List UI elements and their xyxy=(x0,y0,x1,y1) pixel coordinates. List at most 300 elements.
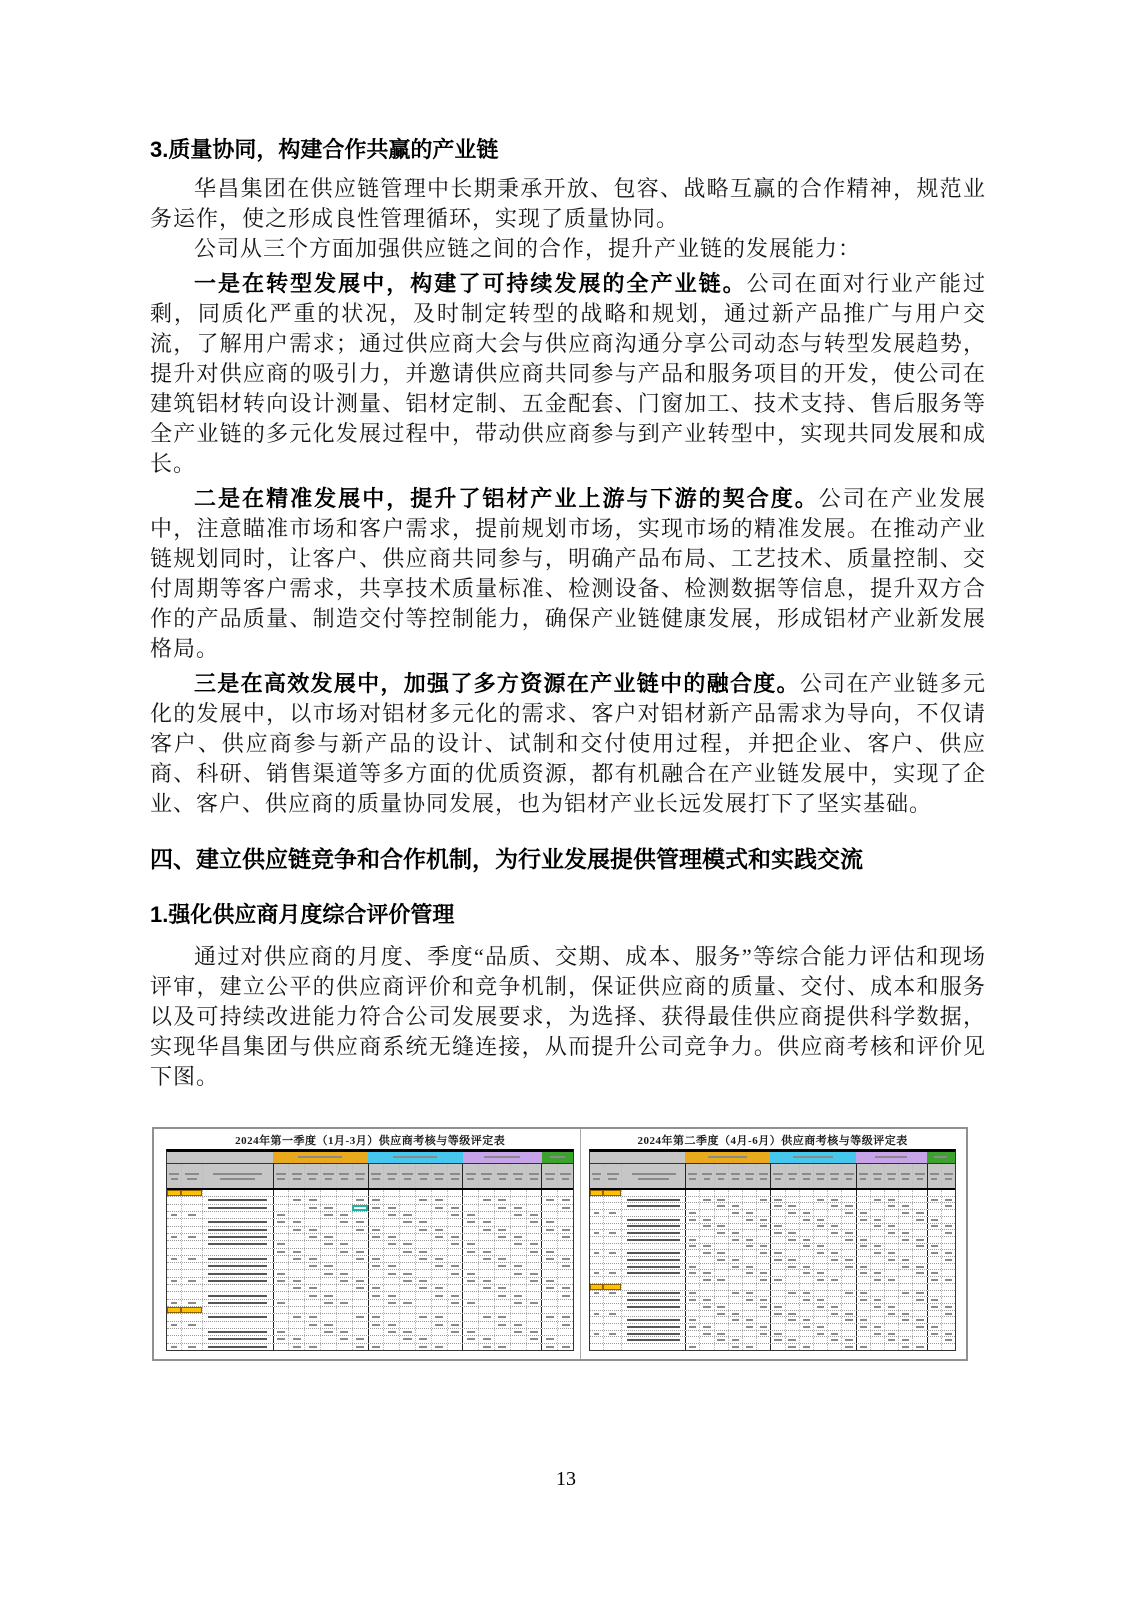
table-cell xyxy=(478,1344,494,1350)
table-cell xyxy=(383,1270,399,1276)
table-cell xyxy=(352,1205,368,1211)
table-cell xyxy=(941,1304,955,1310)
page-content xyxy=(150,136,986,1092)
table-cell xyxy=(352,1344,368,1350)
table-cell xyxy=(320,1314,336,1320)
table-cell xyxy=(742,1203,756,1209)
table-header-cell xyxy=(557,1164,573,1188)
table-cell xyxy=(526,1292,542,1298)
table-cell xyxy=(320,1212,336,1218)
table-cell xyxy=(510,1300,526,1306)
table-cell xyxy=(431,1227,447,1233)
table-cell xyxy=(431,1205,447,1211)
table-cell xyxy=(590,1217,603,1223)
table-cell xyxy=(181,1219,201,1225)
table-cell xyxy=(526,1278,542,1284)
table-cell xyxy=(941,1224,955,1230)
table-cell xyxy=(912,1284,926,1290)
table-cell xyxy=(884,1237,898,1243)
table-cell xyxy=(912,1257,926,1263)
table-cell xyxy=(590,1250,603,1256)
table-cell xyxy=(941,1244,955,1250)
table-header-cell xyxy=(590,1164,603,1188)
table-cell xyxy=(603,1297,621,1303)
table-cell xyxy=(770,1217,784,1223)
table-cell xyxy=(320,1344,336,1350)
table-cell xyxy=(728,1270,742,1276)
table-cell xyxy=(742,1270,756,1276)
table-cell xyxy=(714,1197,728,1203)
table-cell xyxy=(462,1278,478,1284)
table-cell xyxy=(494,1234,510,1240)
table-header-cell xyxy=(870,1164,884,1188)
table-cell xyxy=(912,1277,926,1283)
table-cell xyxy=(431,1190,447,1196)
table-cell xyxy=(368,1285,384,1291)
table-cell xyxy=(541,1263,557,1269)
table-cell xyxy=(336,1300,352,1306)
table-cell xyxy=(526,1197,542,1203)
table-cell xyxy=(898,1277,912,1283)
table-cell xyxy=(813,1237,827,1243)
table-cell xyxy=(368,1249,384,1255)
table-cell xyxy=(870,1217,884,1223)
table-cell xyxy=(431,1285,447,1291)
table-cell xyxy=(884,1244,898,1250)
table-cell xyxy=(714,1331,728,1337)
table-cell xyxy=(494,1322,510,1328)
table-cell xyxy=(590,1237,603,1243)
table-cell xyxy=(714,1304,728,1310)
table-cell xyxy=(941,1250,955,1256)
table-cell xyxy=(621,1304,685,1310)
table-cell xyxy=(415,1263,431,1269)
table-cell xyxy=(941,1331,955,1337)
band-purple-band xyxy=(856,1152,927,1163)
table-cell xyxy=(510,1227,526,1233)
table-cell xyxy=(320,1197,336,1203)
table-cell xyxy=(431,1249,447,1255)
table-cell xyxy=(494,1241,510,1247)
table-cell xyxy=(813,1311,827,1317)
table-cell xyxy=(415,1212,431,1218)
table-header-cell xyxy=(770,1164,784,1188)
table-cell xyxy=(856,1304,870,1310)
table-cell xyxy=(510,1292,526,1298)
table-row xyxy=(167,1227,573,1234)
table-cell xyxy=(557,1314,573,1320)
table-cell xyxy=(478,1205,494,1211)
table-cell xyxy=(541,1219,557,1225)
table-cell xyxy=(856,1284,870,1290)
table-cell xyxy=(352,1256,368,1262)
table-cell xyxy=(714,1311,728,1317)
table-cell xyxy=(447,1300,463,1306)
table-cell xyxy=(827,1324,841,1330)
table-cell xyxy=(685,1291,699,1297)
table-cell xyxy=(756,1257,770,1263)
table-cell xyxy=(304,1292,320,1298)
table-cell xyxy=(884,1324,898,1330)
table-cell xyxy=(799,1344,813,1350)
table-cell xyxy=(415,1285,431,1291)
table-cell xyxy=(462,1197,478,1203)
table-cell xyxy=(856,1203,870,1209)
table-cell xyxy=(685,1230,699,1236)
table-cell xyxy=(273,1241,289,1247)
table-header-cell xyxy=(368,1164,384,1188)
table-cell xyxy=(621,1277,685,1283)
table-cell xyxy=(603,1337,621,1343)
table-cell xyxy=(494,1307,510,1313)
table-cell xyxy=(884,1277,898,1283)
table-cell xyxy=(167,1197,181,1203)
table-cell xyxy=(870,1297,884,1303)
table-cell xyxy=(202,1292,273,1298)
table-cell xyxy=(756,1344,770,1350)
table-cell xyxy=(510,1278,526,1284)
table-cell xyxy=(827,1284,841,1290)
paragraph-evaluation: 通过对供应商的月度、季度“品质、交期、成本、服务”等综合能力评估和现场评审，建立公平的供应商评价和竞争机制，保证供应商的质量、交付、成本和服务以及可持续改进能力符合公司发展要求，为选择、获得最佳供应商提供科学数据，实现华昌集团与供应商系统无缝连接，从而提升公司竞争力。供应商考核和评价见下图。 xyxy=(150,943,986,1089)
table-cell xyxy=(927,1291,941,1297)
table-cell xyxy=(181,1329,201,1335)
table-cell xyxy=(770,1230,784,1236)
table-cell xyxy=(181,1256,201,1262)
table-cell xyxy=(167,1263,181,1269)
table-cell xyxy=(526,1205,542,1211)
table-cell xyxy=(927,1257,941,1263)
table-cell xyxy=(273,1322,289,1328)
table-cell xyxy=(510,1241,526,1247)
table-q1-pane xyxy=(154,1129,580,1359)
table-cell xyxy=(685,1337,699,1343)
table-cell xyxy=(462,1263,478,1269)
table-cell xyxy=(699,1304,713,1310)
table-cell xyxy=(898,1250,912,1256)
table-cell xyxy=(621,1297,685,1303)
table-cell xyxy=(494,1190,510,1196)
table-cell xyxy=(462,1270,478,1276)
table-cell xyxy=(799,1230,813,1236)
table-cell xyxy=(941,1317,955,1323)
table-cell xyxy=(841,1264,855,1270)
table-cell xyxy=(288,1292,304,1298)
table-cell xyxy=(478,1219,494,1225)
table-cell xyxy=(167,1249,181,1255)
table-cell xyxy=(927,1217,941,1223)
table-cell xyxy=(462,1300,478,1306)
table-cell xyxy=(941,1230,955,1236)
table-cell xyxy=(884,1311,898,1317)
table-cell xyxy=(728,1190,742,1196)
table-row xyxy=(167,1190,573,1197)
table-cell xyxy=(813,1331,827,1337)
table-header-cell xyxy=(304,1164,320,1188)
table-cell xyxy=(462,1336,478,1342)
table-cell xyxy=(320,1205,336,1211)
table-cell xyxy=(273,1314,289,1320)
table-cell xyxy=(447,1219,463,1225)
table-cell xyxy=(714,1230,728,1236)
table-cell xyxy=(827,1304,841,1310)
table-cell xyxy=(742,1297,756,1303)
table-cell xyxy=(526,1285,542,1291)
table-cell xyxy=(399,1336,415,1342)
table-row xyxy=(590,1230,955,1237)
table-band-row xyxy=(590,1152,955,1164)
table-cell xyxy=(494,1285,510,1291)
table-cell xyxy=(399,1300,415,1306)
table-header-cell xyxy=(320,1164,336,1188)
table-cell xyxy=(273,1270,289,1276)
table-row xyxy=(590,1244,955,1251)
table-cell xyxy=(273,1256,289,1262)
table-cell xyxy=(510,1307,526,1313)
table-cell xyxy=(415,1234,431,1240)
table-cell xyxy=(478,1322,494,1328)
table-cell xyxy=(621,1324,685,1330)
table-header-cell xyxy=(352,1164,368,1188)
table-cell xyxy=(799,1270,813,1276)
table-row xyxy=(590,1224,955,1231)
table-cell xyxy=(827,1217,841,1223)
table-header-cell xyxy=(526,1164,542,1188)
band-gray-band xyxy=(590,1152,685,1163)
table-header-cell xyxy=(510,1164,526,1188)
table-cell xyxy=(526,1300,542,1306)
table-cell xyxy=(202,1256,273,1262)
table-cell xyxy=(756,1331,770,1337)
table-cell xyxy=(785,1203,799,1209)
table-cell xyxy=(621,1331,685,1337)
table-cell xyxy=(927,1297,941,1303)
table-cell xyxy=(685,1317,699,1323)
table-cell xyxy=(603,1277,621,1283)
table-cell xyxy=(478,1227,494,1233)
table-cell xyxy=(273,1190,289,1196)
table-cell xyxy=(383,1285,399,1291)
table-cell xyxy=(841,1224,855,1230)
table-cell xyxy=(742,1224,756,1230)
table-cell xyxy=(526,1256,542,1262)
table-cell xyxy=(685,1244,699,1250)
band-cyan-band xyxy=(770,1152,855,1163)
table-cell xyxy=(870,1317,884,1323)
table-cell xyxy=(728,1250,742,1256)
table-cell xyxy=(728,1210,742,1216)
table-cell xyxy=(447,1263,463,1269)
table-cell xyxy=(478,1256,494,1262)
table-cell xyxy=(510,1322,526,1328)
table-header-cell xyxy=(756,1164,770,1188)
table-row xyxy=(590,1217,955,1224)
table-cell xyxy=(898,1203,912,1209)
table-cell xyxy=(827,1197,841,1203)
table-cell xyxy=(785,1224,799,1230)
table-cell xyxy=(478,1314,494,1320)
table-cell xyxy=(685,1250,699,1256)
table-cell xyxy=(557,1307,573,1313)
table-cell xyxy=(288,1278,304,1284)
table-cell xyxy=(510,1314,526,1320)
table-cell xyxy=(799,1190,813,1196)
table-cell xyxy=(447,1227,463,1233)
table-cell xyxy=(352,1234,368,1240)
table-cell xyxy=(927,1304,941,1310)
table-cell xyxy=(462,1292,478,1298)
table-subheader-row xyxy=(590,1164,955,1190)
table-cell xyxy=(167,1322,181,1328)
table-cell xyxy=(699,1270,713,1276)
table-cell xyxy=(541,1205,557,1211)
table-cell xyxy=(304,1212,320,1218)
table-cell xyxy=(770,1284,784,1290)
table-cell xyxy=(304,1307,320,1313)
table-cell xyxy=(320,1292,336,1298)
table-cell xyxy=(304,1263,320,1269)
table-cell xyxy=(368,1256,384,1262)
table-header-cell xyxy=(288,1164,304,1188)
table-cell xyxy=(336,1241,352,1247)
table-cell xyxy=(941,1324,955,1330)
table-row xyxy=(590,1203,955,1210)
table-cell xyxy=(841,1203,855,1209)
table-row xyxy=(590,1250,955,1257)
table-cell xyxy=(304,1329,320,1335)
table-row xyxy=(590,1237,955,1244)
table-row xyxy=(590,1210,955,1217)
table-cell xyxy=(202,1227,273,1233)
table-cell xyxy=(181,1241,201,1247)
table-cell xyxy=(510,1336,526,1342)
table-cell xyxy=(352,1336,368,1342)
table-cell xyxy=(813,1217,827,1223)
table-cell xyxy=(785,1270,799,1276)
table-cell xyxy=(494,1249,510,1255)
table-row xyxy=(167,1292,573,1299)
table-cell xyxy=(785,1210,799,1216)
table-cell xyxy=(912,1190,926,1196)
table-cell xyxy=(799,1331,813,1337)
table-row xyxy=(590,1197,955,1204)
table-cell xyxy=(770,1210,784,1216)
table-cell xyxy=(541,1278,557,1284)
table-cell xyxy=(841,1190,855,1196)
table-cell xyxy=(181,1322,201,1328)
table-cell xyxy=(728,1197,742,1203)
table-cell xyxy=(494,1212,510,1218)
table-cell xyxy=(202,1336,273,1342)
table-cell xyxy=(621,1317,685,1323)
table-cell xyxy=(383,1249,399,1255)
table-cell xyxy=(603,1257,621,1263)
table-q2-pane xyxy=(580,1129,966,1359)
table-cell xyxy=(181,1300,201,1306)
table-cell xyxy=(714,1257,728,1263)
table-cell xyxy=(181,1292,201,1298)
table-cell xyxy=(431,1292,447,1298)
table-cell xyxy=(714,1203,728,1209)
table-cell xyxy=(714,1291,728,1297)
table-cell xyxy=(603,1250,621,1256)
table-cell xyxy=(841,1257,855,1263)
table-cell xyxy=(699,1291,713,1297)
table-header-cell xyxy=(383,1164,399,1188)
table-cell xyxy=(728,1311,742,1317)
table-cell xyxy=(856,1237,870,1243)
table-cell xyxy=(288,1241,304,1247)
table-cell xyxy=(841,1284,855,1290)
table-cell xyxy=(526,1219,542,1225)
table-cell xyxy=(288,1300,304,1306)
table-cell xyxy=(336,1322,352,1328)
table-cell xyxy=(557,1212,573,1218)
table-cell xyxy=(320,1285,336,1291)
table-cell xyxy=(494,1292,510,1298)
table-cell xyxy=(526,1329,542,1335)
table-cell xyxy=(785,1257,799,1263)
table-cell xyxy=(304,1285,320,1291)
table-cell xyxy=(714,1190,728,1196)
table-cell xyxy=(431,1197,447,1203)
table-cell xyxy=(181,1270,201,1276)
table-cell xyxy=(288,1336,304,1342)
table-header-cell xyxy=(799,1164,813,1188)
table-cell xyxy=(399,1249,415,1255)
table-cell xyxy=(799,1317,813,1323)
table-cell xyxy=(320,1227,336,1233)
table-cell xyxy=(770,1237,784,1243)
point2-lead: 二是在精准发展中，提升了铝材产业上游与下游的契合度。 xyxy=(194,485,819,511)
table-cell xyxy=(399,1212,415,1218)
table-cell xyxy=(927,1331,941,1337)
table-cell xyxy=(273,1292,289,1298)
table-cell xyxy=(827,1277,841,1283)
table-row xyxy=(167,1197,573,1204)
table-cell xyxy=(927,1337,941,1343)
table-cell xyxy=(288,1256,304,1262)
table-cell xyxy=(714,1264,728,1270)
table-cell xyxy=(273,1344,289,1350)
table-cell xyxy=(494,1197,510,1203)
table-cell xyxy=(320,1336,336,1342)
table-cell xyxy=(799,1237,813,1243)
table-cell xyxy=(273,1263,289,1269)
table-cell xyxy=(841,1304,855,1310)
table-cell xyxy=(941,1217,955,1223)
paragraph-point2 xyxy=(150,484,986,664)
table-row xyxy=(590,1297,955,1304)
table-cell xyxy=(841,1244,855,1250)
table-cell xyxy=(202,1285,273,1291)
table-cell xyxy=(603,1210,621,1216)
table-cell xyxy=(181,1190,201,1196)
table-cell xyxy=(462,1190,478,1196)
table-cell xyxy=(541,1307,557,1313)
table-cell xyxy=(167,1241,181,1247)
table-cell xyxy=(898,1237,912,1243)
table-cell xyxy=(368,1292,384,1298)
table-cell xyxy=(399,1344,415,1350)
table-cell xyxy=(770,1250,784,1256)
table-cell xyxy=(336,1197,352,1203)
table-cell xyxy=(273,1307,289,1313)
table-cell xyxy=(728,1264,742,1270)
table-cell xyxy=(898,1197,912,1203)
table-cell xyxy=(478,1278,494,1284)
table-cell xyxy=(756,1284,770,1290)
table-cell xyxy=(368,1205,384,1211)
